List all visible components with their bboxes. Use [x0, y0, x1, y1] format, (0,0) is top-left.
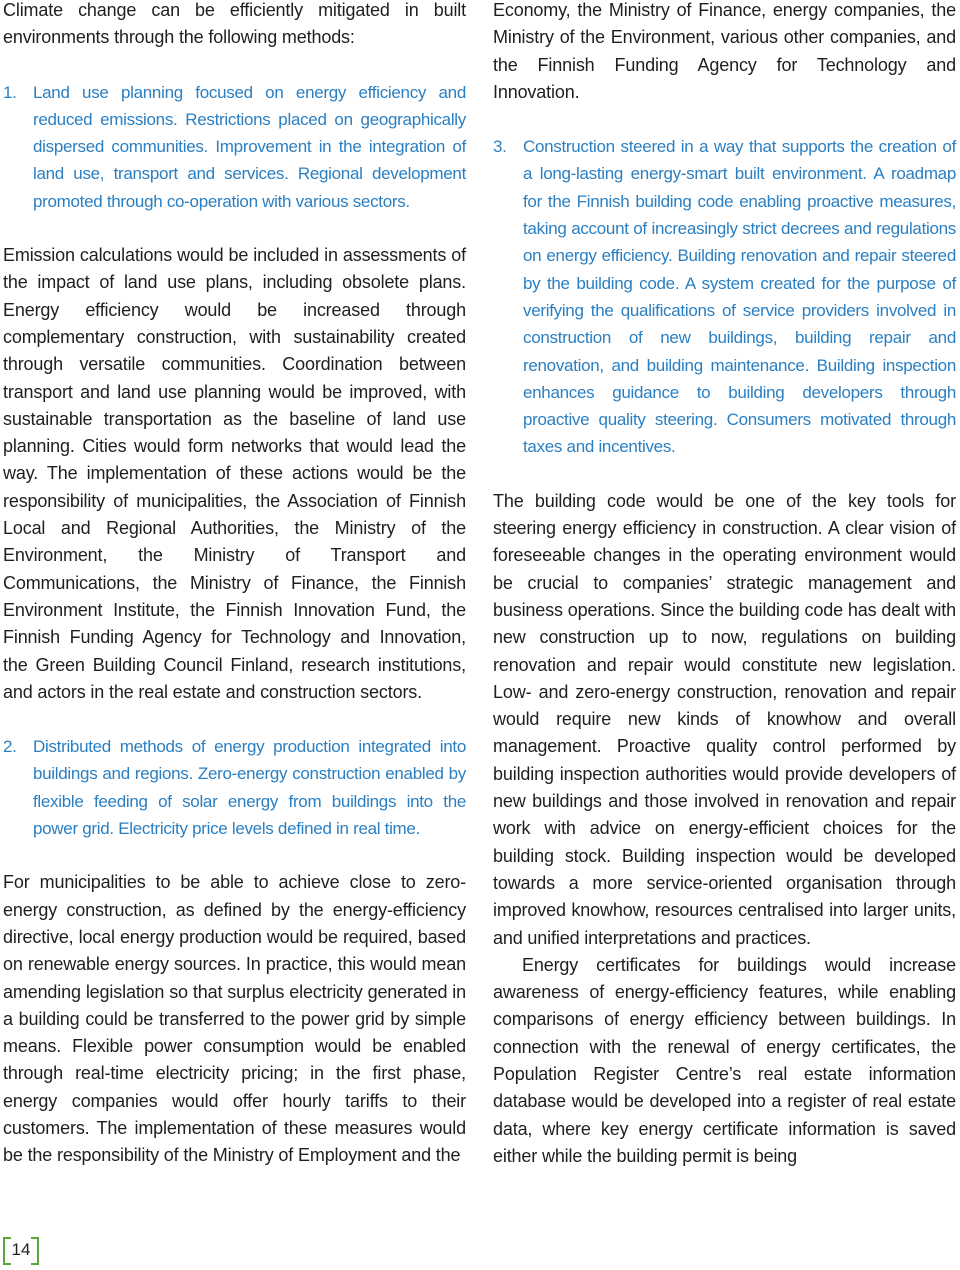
list-text: Construction steered in a way that supports the creation of a long-lasting energy-smart built environment. A roadmap for the Finnish building code enabling proactive measures, taking account of increasingly strict decrees and regulations on energy efficiency. Building renovation and repair steered by the building code. A system created for the purpose of verifying the qualifications of service providers involved in construction of new buildings, building repair and renovation, and building maintenance. Building inspection enhances guidance to building developers through proactive quality steering. Consumers motivated through taxes and incentives.	[523, 137, 956, 457]
list-text: Land use planning focused on energy efficiency and reduced emissions. Restrictions placed on geographically dispersed communities. Improvement in the integration of land use, transport and services. Regional development promoted through co-operation with various sectors.	[33, 82, 466, 211]
right-column	[493, 0, 956, 1170]
list-text: Distributed methods of energy production integrated into buildings and regions. Zero-energy construction enabled by flexible feeding of solar energy from buildings into the power grid. Electricity price levels defined in real time.	[33, 737, 466, 839]
list-item-1	[3, 79, 466, 215]
body-paragraph-2: For municipalities to be able to achieve close to zero-energy construction, as defined by the energy-efficiency directive, local energy production would be required, based on renewable energy sources. In practice, this would mean amending legislation so that surplus electricity generated in a building could be transferred to the power grid by simple means. Flexible power consumption would be enabled through real-time electricity pricing; in the first phase, energy companies would offer hourly tariffs to their customers. The implementation of these measures would be the responsibility of the Ministry of Employment and the	[3, 872, 466, 1166]
intro-paragraph: Climate change can be efficiently mitigated in built environments through the following methods:	[3, 0, 466, 48]
page-number: 14	[3, 1236, 39, 1264]
body-paragraph-4: Energy certificates for buildings would increase awareness of energy-efficiency features, while enabling comparisons of energy efficiency between buildings. In connection with the renewal of energy certificates, the Population Register Centre’s real estate information database would be developed into a register of real estate data, where key energy certificate information is saved either while the building permit is being	[493, 954, 956, 1166]
list-number: 1.	[3, 82, 17, 102]
numbered-list-2	[3, 733, 466, 842]
numbered-list-3	[493, 133, 956, 461]
list-item-3	[493, 133, 956, 461]
body-paragraph-1: Emission calculations would be included in assessments of the impact of land use plans, including obsolete plans. Energy efficiency would be increased through complementary construction, with sustainability created through versatile communities. Coordination between transport and land use planning would be improved, with sustainable transportation as the baseline of land use planning. Cities would form networks that would lead the way. The implementation of these actions would be the responsibility of municipalities, the Association of Finnish Local and Regional Authorities, the Ministry of the Environment, the Ministry of Transport and Communications, the Ministry of Finance, the Finnish Environment Institute, the Finnish Innovation Fund, the Finnish Funding Agency for Technology and Innovation, the Green Building Council Finland, research institutions, and actors in the real estate and construction sectors.	[3, 245, 466, 702]
list-item-2	[3, 733, 466, 842]
list-number: 2.	[3, 737, 17, 757]
continuation-paragraph: Economy, the Ministry of Finance, energy companies, the Ministry of the Environment, various other companies, and the Finnish Funding Agency for Technology and Innovation.	[493, 0, 956, 102]
numbered-list-1	[3, 79, 466, 215]
body-paragraph-3: The building code would be one of the key tools for steering energy efficiency in construction. A clear vision of foreseeable changes in the operating environment would be crucial to companies’ strategic management and business operations. Since the building code has dealt with new construction up to now, regulations on building renovation and repair would constitute new legislation. Low- and zero-energy construction, renovation and repair would require new kinds of knowhow and overall management. Proactive quality control performed by building inspection authorities would provide developers of new buildings and those involved in renovation and repair work with advice on energy-efficient choices for the building stock. Building inspection would be developed towards a more service-oriented organisation through improved knowhow, resources centralised into larger units, and unified interpretations and practices.	[493, 490, 956, 948]
left-column	[3, 0, 466, 1170]
list-number: 3.	[493, 137, 507, 157]
